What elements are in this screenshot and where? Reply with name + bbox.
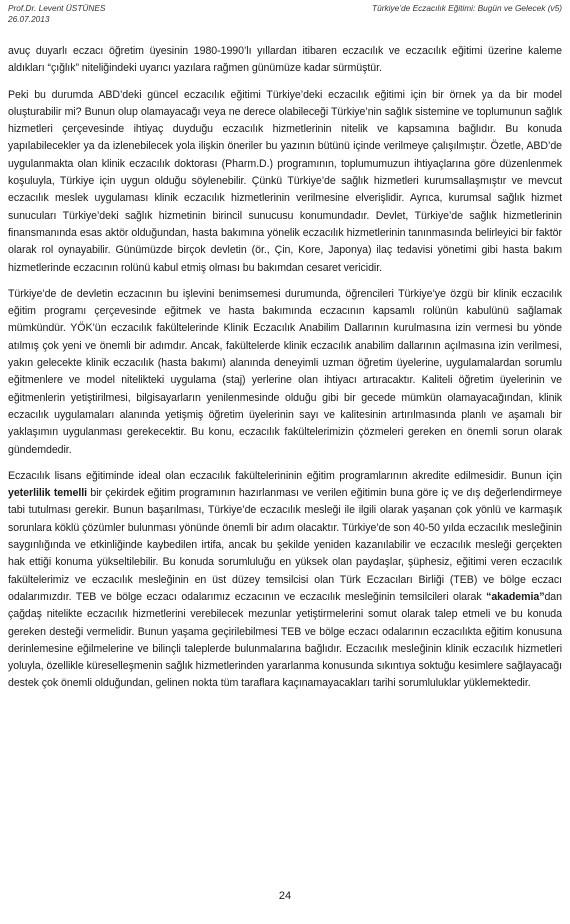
bold-phrase-akademia: “akademia” xyxy=(486,590,545,603)
header-author-block xyxy=(8,3,105,24)
paragraph-1: avuç duyarlı eczacı öğretim üyesinin 1980-1990’lı yıllardan itibaren eczacılık ve eczacılık eğitimi üzerine kaleme aldıkları “çığlık” niteliğindeki uyarıcı yazılara rağmen günümüze kadar sürmüştür. xyxy=(8,45,562,75)
paragraph-4 xyxy=(8,468,562,693)
body-text xyxy=(8,43,562,702)
bold-phrase-yeterlilik-temelli: yeterlilik temelli xyxy=(8,487,88,500)
paragraph-4-part-1: Eczacılık lisans eğitiminde ideal olan eczacılık fakültelerininin eğitim programlarının akredite edilmesidir. Bunun için xyxy=(8,469,562,482)
header-author: Prof.Dr. Levent ÜSTÜNES xyxy=(8,3,106,13)
paragraph-4-part-3: dan çağdaş nitelikte eczacılık hizmetlerini verebilecek mezunlar yetiştirmelerini somut olarak talep etmeli ve bu konuda gereken desteği vermelidir. Bunun yaşama geçirilebilmesi TEB ve bölge eczacı odalarının eczacılıkta eğitim konusuna derinlemesine eğilmelerine ve bilinçli taleplerde bulunmalarına bağlıdır. Eczacılık mesleğinin klinik eczacılık hizmetleri yoluyla, özellikle küreselleşmenin sağlık hizmetlerinden yararlanma konusunda sıkıntıya soktuğu kesimlere sağlayacağı destek çok önemli olduğundan, gelinen nokta tüm taraflara kaçınamayacakları tarihi sorumluluklar yüklemektedir. xyxy=(8,590,562,690)
paragraph-4-part-2: bir çekirdek eğitim programının hazırlanması ve verilen eğitimin buna göre iç ve dış değerlendirmeye tabi tutulması gerekir. Bunun başarılması, Türkiye’de eczacılık mesleği ile ilgili olarak yaşanan çok yönlü ve karmaşık sorunlara köklü çözümler bulunması yönünde önemli bir adım olacaktır. Türkiye’de son 40-50 yılda eczacılık mesleğinin saygınlığında ve etkinliğinde kaybedilen irtifa, ancak bu şekilde yeniden kazanılabilir ve eczacılık mesleği gerçekten hak ettiği konuma yükseltilebilir. Bu konuda sorumluluğu en yüksek olan paydaşlar, şüphesiz, eğitimi veren eczacılık fakültelerimiz ve eczacılık mesleğinin en üst düzey temsilcisi olan Türk Eczacıları Birliği (TEB) ve bölge eczacı odalarımızdır. TEB ve bölge eczacı odalarımız eczacının ve eczacılık mesleğinin temsilcileri olarak xyxy=(8,487,562,603)
header-date: 26.07.2013 xyxy=(8,13,50,24)
page-number: 24 xyxy=(278,890,292,902)
paragraph-2: Peki bu durumda ABD’deki güncel eczacılık eğitimi Türkiye’deki eczacılık eğitimi için bir örnek ya da bir model oluşturabilir mi? Bunun olup olamayacağı veya ne derece olabileceği Türkiye’nin sağlık sistemine ve toplumunun sağlık hizmetleri çerçevesinde ihtiyaç duyduğu eczacılık hizmetlerinin nitelik ve kapsamına bağlıdır. Bu konuda yapılabilecekler ya da izlenebilecek yola ilişkin öneriler bu yazının bütünü içinde verilmeye çalışılmıştır. Özetle, ABD’de uygulanmakta olan klinik eczacılık doktorası (Pharm.D.) programının, toplumumuzun ihtiyaçlarına göre düzenlenmek koşuluyla, Türkiye için uygun olduğu söylenebilir. Çünkü Türkiye’de sağlık hizmetleri kurumsallaşmıştır ve mevcut eczacılık meslek uygulaması klinik eczacılık hizmetlerinin verilmesine elverişlidir. Ayrıca, kurumsal sağlık hizmet sunucuları Türkiye’deki sağlık hizmetinin birincil sunucusu konumundadır. Devlet, Türkiye’de sağlık hizmetlerinin finansmanında esas aktör olduğundan, hasta bakımına yönelik eczacılık hizmetlerinin tanınmasında belirleyici bir faktör olarak rol oynayabilir. Günümüzde birçok devletin (ör., Çin, Kore, Japonya) ilaç tedavisi yönetimi gibi hasta bakım hizmetlerinde eczacının rolünü kabul etmiş olması bu bakımdan cesaret vericidir. xyxy=(8,88,562,274)
paragraph-3: Türkiye’de de devletin eczacının bu işlevini benimsemesi durumunda, öğrencileri Türkiye’ye özgü bir klinik eczacılık eğitim programı çerçevesinde eğitmek ve hasta bakımında eczacının kapsamlı rolünün kabulünü sağlamak mümkündür. YÖK’ün eczacılık fakültelerinde Klinik Eczacılık Anabilim Dallarının kurulmasına izin vermesi bu yönde atılmış çok yeni ve önemli bir adımdır. Ancak, fakültelerde klinik eczacılık anabilim dallarının açılmasına izin verilmesi, yakın gelecekte klinik eczacılık (hasta bakımı) alanında deneyimli uzman öğretim üyelerine, uygulamalardan sorumlu eğitmenlere ve model nitelikteki uygulama (staj) yerlerine olan ihtiyacı artıracaktır. Kaliteli öğretim üyelerinin ve eğitmenlerin yetiştirilmesi, bilgisayarların yenilenmesinde olduğu gibi bir gecede mümkün olamayacağından, klinik eczacılık uygulamaları alanında yetişmiş öğretim üyelerinin sayı ve kalitesinin artırılmasında planlı ve aşamalı bir yaklaşımın uygulanması gerekecektir. Bu konu, eczacılık fakültelerimizin çözmeleri gereken en önemli sorun olarak gündemdedir. xyxy=(8,287,562,456)
header-document-title: Türkiye’de Eczacılık Eğitimi: Bugün ve Gelecek (v5) xyxy=(372,3,562,13)
